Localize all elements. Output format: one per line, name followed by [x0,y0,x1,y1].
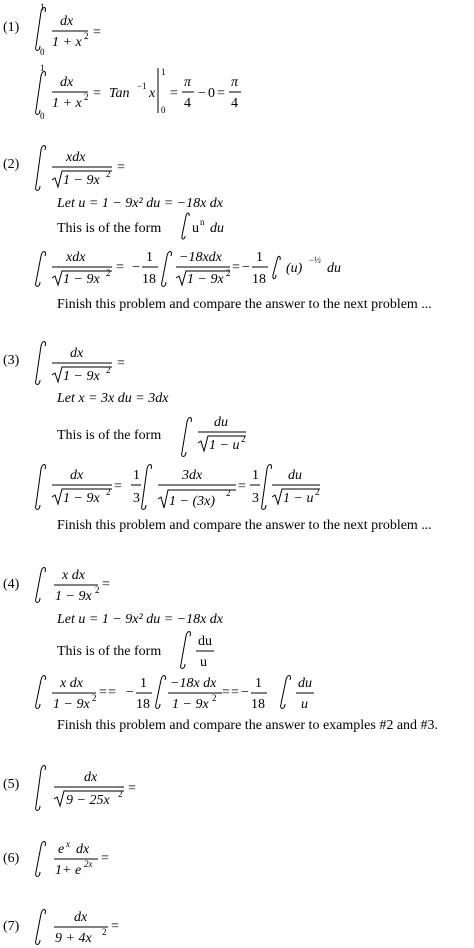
svg-text:1: 1 [252,468,259,483]
svg-text:1: 1 [255,676,262,691]
svg-text:1 − 9x: 1 − 9x [172,697,209,712]
integral-sign-icon [36,342,46,385]
problem-2-finish-text: Finish this problem and compare the answer to the next problem ... [57,297,432,312]
svg-text:e: e [58,842,65,857]
svg-text:dx: dx [74,910,88,925]
svg-text:dx: dx [70,468,84,483]
svg-text:u: u [200,655,207,670]
problem-2-substitution: Let u = 1 − 9x² du = −18x dx [57,196,224,211]
problem-2-solution [36,250,341,287]
svg-text:1 − 9x: 1 − 9x [63,173,100,188]
problem-5-integral [36,766,136,811]
svg-text:18: 18 [251,697,265,712]
exponent: 2 [84,31,89,41]
svg-text:0: 0 [40,111,45,121]
svg-text:1 − 9x: 1 − 9x [63,272,100,287]
svg-text:18: 18 [136,697,150,712]
problem-4-solution [36,676,314,713]
svg-text:2: 2 [212,693,217,703]
problem-label-6: (6) [3,851,20,866]
integral-sign-icon [142,465,152,510]
lower-limit: 0 [40,47,45,57]
svg-text:18: 18 [142,272,156,287]
svg-text:9 + 4x: 9 + 4x [55,931,92,946]
svg-text:1 − (3x): 1 − (3x) [169,494,215,509]
svg-text:=: = [231,685,239,700]
svg-text:du: du [327,261,341,276]
numerator: dx [60,14,74,29]
svg-text:2: 2 [226,268,231,278]
svg-text:du: du [298,676,312,691]
svg-text:(u): (u) [286,261,303,276]
problem-4-finish-text: Finish this problem and compare the answer to examples #2 and #3. [57,718,439,733]
svg-text:=: = [111,919,119,934]
svg-text:=: = [217,86,225,101]
svg-text:1 + x: 1 + x [52,96,82,111]
problem-4-integral [36,568,110,605]
svg-text:2: 2 [315,487,320,497]
integral-sign-icon [182,213,189,239]
svg-text:=: = [117,356,125,371]
svg-text:2: 2 [106,268,111,278]
problem-3-integral [36,342,125,385]
problem-3-form-text: This is of the form [57,428,162,443]
svg-text:=: = [99,685,107,700]
svg-text:−: − [126,685,134,700]
svg-text:x: x [66,839,70,849]
svg-text:=: = [101,851,109,866]
problem-3-solution [36,465,320,510]
problem-label-1: (1) [3,20,20,35]
problem-label-5: (5) [3,777,20,792]
svg-text:xdx: xdx [66,150,86,165]
svg-text:−18x dx: −18x dx [170,676,217,691]
svg-text:2: 2 [226,488,231,498]
svg-text:1 − 9x: 1 − 9x [63,369,100,384]
svg-text:=: = [117,160,125,175]
svg-text:dx: dx [76,842,90,857]
svg-text:0: 0 [161,105,166,115]
integral-sign-icon [162,252,172,287]
svg-text:dx: dx [84,770,98,785]
integral-sign-icon [262,465,272,510]
svg-text:4: 4 [184,96,191,111]
svg-text:−1: −1 [137,81,147,91]
svg-text:=: = [232,260,240,275]
problem-3-finish-text: Finish this problem and compare the answer to the next problem ... [57,518,432,533]
integral-sign-icon [36,146,46,191]
svg-text:2: 2 [92,693,97,703]
integral-sign-icon [36,568,46,603]
integral-sign-icon [36,766,46,811]
integral-sign-icon [182,418,192,457]
svg-text:du: du [210,221,224,236]
svg-text:−: − [132,260,140,275]
svg-text:2: 2 [84,92,89,102]
svg-text:=: = [170,86,178,101]
integral-sign-icon [36,465,46,510]
svg-text:1: 1 [146,250,153,265]
svg-text:1 − 9x: 1 − 9x [187,272,224,287]
svg-text:x: x [149,86,156,101]
svg-text:3: 3 [133,491,140,506]
svg-text:1: 1 [140,676,147,691]
svg-text:18: 18 [252,272,266,287]
integral-sign-icon [36,676,46,709]
svg-text:n: n [200,217,205,227]
svg-text:2: 2 [95,585,100,595]
svg-text:1: 1 [161,67,166,77]
svg-text:0: 0 [208,86,215,101]
svg-text:3dx: 3dx [182,468,203,483]
problem-2-integral [36,146,125,191]
svg-text:4: 4 [231,96,238,111]
svg-text:−½: −½ [309,255,321,265]
svg-text:=: = [114,479,122,494]
upper-limit: 1 [40,2,45,12]
integral-sign-icon [36,252,46,287]
svg-text:2: 2 [106,169,111,179]
svg-text:−: − [242,260,250,275]
svg-text:=: = [102,577,110,592]
svg-text:du: du [198,634,212,649]
integral-sign-icon [36,72,46,115]
svg-text:2: 2 [106,487,111,497]
integral-sign-icon [36,8,46,51]
problem-label-2: (2) [3,157,20,172]
svg-text:3: 3 [252,491,259,506]
svg-text:x dx: x dx [60,676,83,691]
integral-sign-icon [281,676,291,709]
svg-text:−18xdx: −18xdx [179,250,222,265]
svg-text:=: = [116,260,124,275]
problem-label-4: (4) [3,577,20,592]
svg-text:dx: dx [60,75,74,90]
svg-text:=: = [222,685,230,700]
svg-text:π: π [231,75,239,90]
problem-1-solution [36,63,241,121]
svg-text:xdx: xdx [66,250,86,265]
svg-text:Tan: Tan [109,86,130,101]
integral-sign-icon [156,676,166,709]
problem-3-form [182,415,246,457]
svg-text:2: 2 [102,927,107,937]
svg-text:−: − [241,685,249,700]
problem-2-form-text: This is of the form [57,221,162,236]
svg-text:1: 1 [40,63,45,73]
svg-text:u: u [192,221,199,236]
svg-text:1 − u: 1 − u [209,438,240,453]
svg-text:=: = [238,479,246,494]
svg-text:du: du [288,468,302,483]
svg-text:1: 1 [133,468,140,483]
problem-4-form-text: This is of the form [57,644,162,659]
svg-text:1 − 9x: 1 − 9x [53,697,90,712]
svg-text:=: = [93,86,101,101]
svg-text:dx: dx [70,346,84,361]
equals: = [93,25,101,40]
problem-3-substitution: Let x = 3x du = 3dx [57,391,169,406]
svg-text:2: 2 [241,434,246,444]
svg-text:−: − [198,86,206,101]
problem-label-7: (7) [3,919,20,934]
svg-text:1 − 9x: 1 − 9x [55,589,92,604]
svg-text:9 − 25x: 9 − 25x [66,793,110,808]
svg-text:1 − u: 1 − u [283,491,314,506]
problem-7-integral [36,910,119,947]
svg-text:2x: 2x [84,859,93,869]
integral-sign-icon [36,910,46,945]
svg-text:1+ e: 1+ e [55,863,82,878]
svg-text:1 − 9x: 1 − 9x [63,491,100,506]
problem-4-form [181,632,214,671]
svg-text:π: π [184,75,192,90]
problem-1-integral [36,2,101,57]
denominator: 1 + x [52,35,82,50]
problem-6-integral [36,839,109,878]
problem-label-3: (3) [3,353,20,368]
svg-text:=: = [108,685,116,700]
svg-text:u: u [301,697,308,712]
svg-text:2: 2 [118,789,123,799]
integral-sign-icon [181,632,191,669]
problem-2-form [182,213,224,239]
svg-text:x dx: x dx [62,568,85,583]
svg-text:1: 1 [256,250,263,265]
svg-text:=: = [128,781,136,796]
problem-4-substitution: Let u = 1 − 9x² du = −18x dx [57,612,224,627]
integral-sign-icon [36,842,46,877]
integral-sign-icon [273,256,280,279]
svg-text:du: du [214,415,228,430]
svg-text:2: 2 [106,365,111,375]
